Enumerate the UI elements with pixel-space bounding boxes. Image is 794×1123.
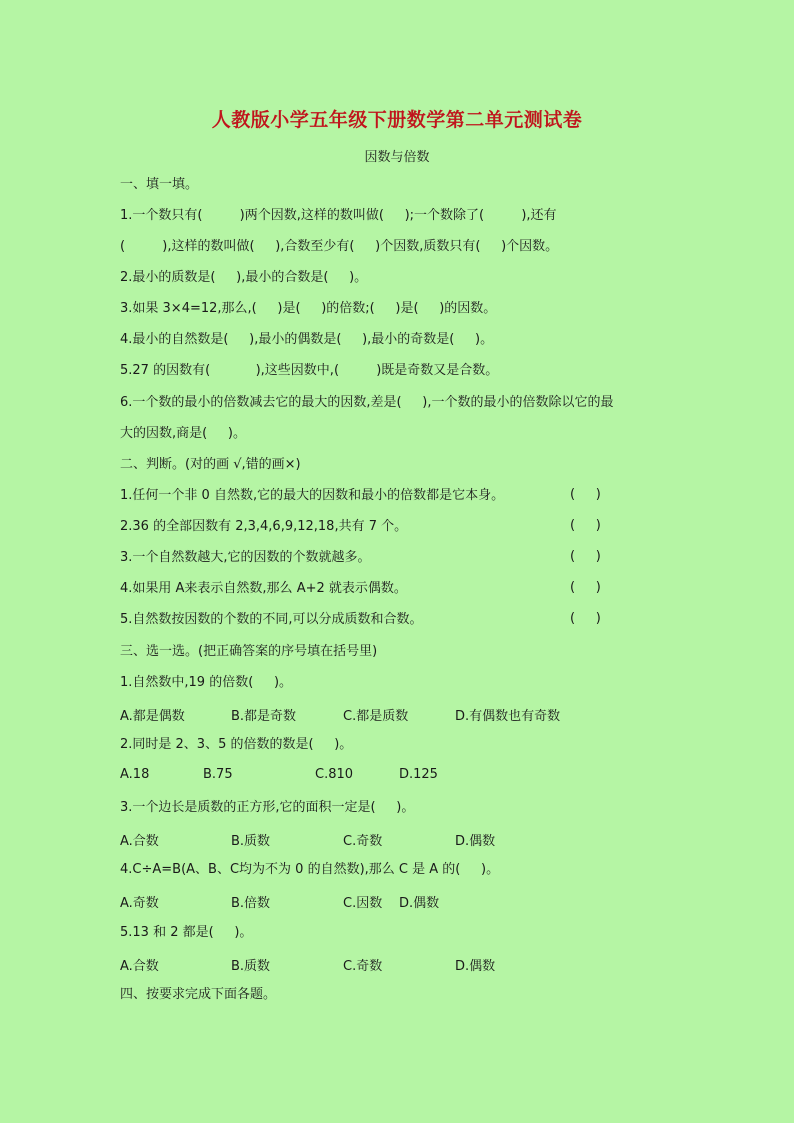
choice-option: B.都是奇数 (231, 709, 297, 724)
judge-item: 1.任何一个非 0 自然数,它的最大的因数和最小的倍数都是它本身。 (120, 488, 505, 503)
choice-option: B.75 (203, 767, 233, 782)
choice-option: A.18 (120, 767, 150, 782)
choice-question: 1.自然数中,19 的倍数( )。 (120, 675, 293, 690)
section-heading-fill: 一、填一填。 (120, 177, 199, 192)
choice-option: B.倍数 (231, 896, 271, 911)
answer-paren: ( ) (570, 611, 601, 626)
fill-line: 3.如果 3×4=12,那么,( )是( )的倍数;( )是( )的因数。 (120, 301, 497, 316)
choice-option: C.奇数 (343, 834, 383, 849)
fill-line: 1.一个数只有( )两个因数,这样的数叫做( );一个数除了( ),还有 (120, 208, 557, 223)
choice-option: A.奇数 (120, 896, 159, 911)
fill-line: 5.27 的因数有( ),这些因数中,( )既是奇数又是合数。 (120, 363, 499, 378)
choice-option: B.质数 (231, 959, 271, 974)
choice-option: D.有偶数也有奇数 (455, 709, 561, 724)
choice-option: B.质数 (231, 834, 271, 849)
answer-paren: ( ) (570, 518, 601, 533)
section-heading-tasks: 四、按要求完成下面各题。 (120, 987, 277, 1002)
page-subtitle: 因数与倍数 (364, 150, 430, 165)
section-heading-choice: 三、选一选。(把正确答案的序号填在括号里) (120, 644, 378, 659)
answer-paren: ( ) (570, 487, 601, 502)
judge-item: 5.自然数按因数的个数的不同,可以分成质数和合数。 (120, 612, 423, 627)
judge-item: 4.如果用 A来表示自然数,那么 A+2 就表示偶数。 (120, 581, 407, 596)
section-heading-judge: 二、判断。(对的画 √,错的画×) (120, 457, 301, 472)
judge-item: 3.一个自然数越大,它的因数的个数就越多。 (120, 550, 371, 565)
choice-option: D.125 (399, 767, 438, 782)
choice-question: 2.同时是 2、3、5 的倍数的数是( )。 (120, 737, 353, 752)
choice-option: C.都是质数 (343, 709, 409, 724)
answer-paren: ( ) (570, 580, 601, 595)
choice-option: C.810 (315, 767, 354, 782)
judge-item: 2.36 的全部因数有 2,3,4,6,9,12,18,共有 7 个。 (120, 519, 408, 534)
fill-line: 6.一个数的最小的倍数减去它的最大的因数,差是( ),一个数的最小的倍数除以它的最 (120, 395, 614, 410)
choice-option: D.偶数 (399, 896, 440, 911)
choice-option: A.合数 (120, 959, 159, 974)
choice-option: A.合数 (120, 834, 159, 849)
choice-question: 4.C÷A=B(A、B、C均为不为 0 的自然数),那么 C 是 A 的( )。 (120, 862, 500, 877)
fill-line: 2.最小的质数是( ),最小的合数是( )。 (120, 270, 368, 285)
choice-option: D.偶数 (455, 834, 496, 849)
choice-option: C.奇数 (343, 959, 383, 974)
fill-line: 4.最小的自然数是( ),最小的偶数是( ),最小的奇数是( )。 (120, 332, 494, 347)
choice-question: 5.13 和 2 都是( )。 (120, 925, 253, 940)
answer-paren: ( ) (570, 549, 601, 564)
fill-line: ( ),这样的数叫做( ),合数至少有( )个因数,质数只有( )个因数。 (120, 239, 559, 254)
choice-option: C.因数 (343, 896, 383, 911)
choice-option: A.都是偶数 (120, 709, 185, 724)
fill-line: 大的因数,商是( )。 (120, 426, 246, 441)
choice-question: 3.一个边长是质数的正方形,它的面积一定是( )。 (120, 800, 415, 815)
page-title: 人教版小学五年级下册数学第二单元测试卷 (211, 109, 583, 131)
choice-option: D.偶数 (455, 959, 496, 974)
